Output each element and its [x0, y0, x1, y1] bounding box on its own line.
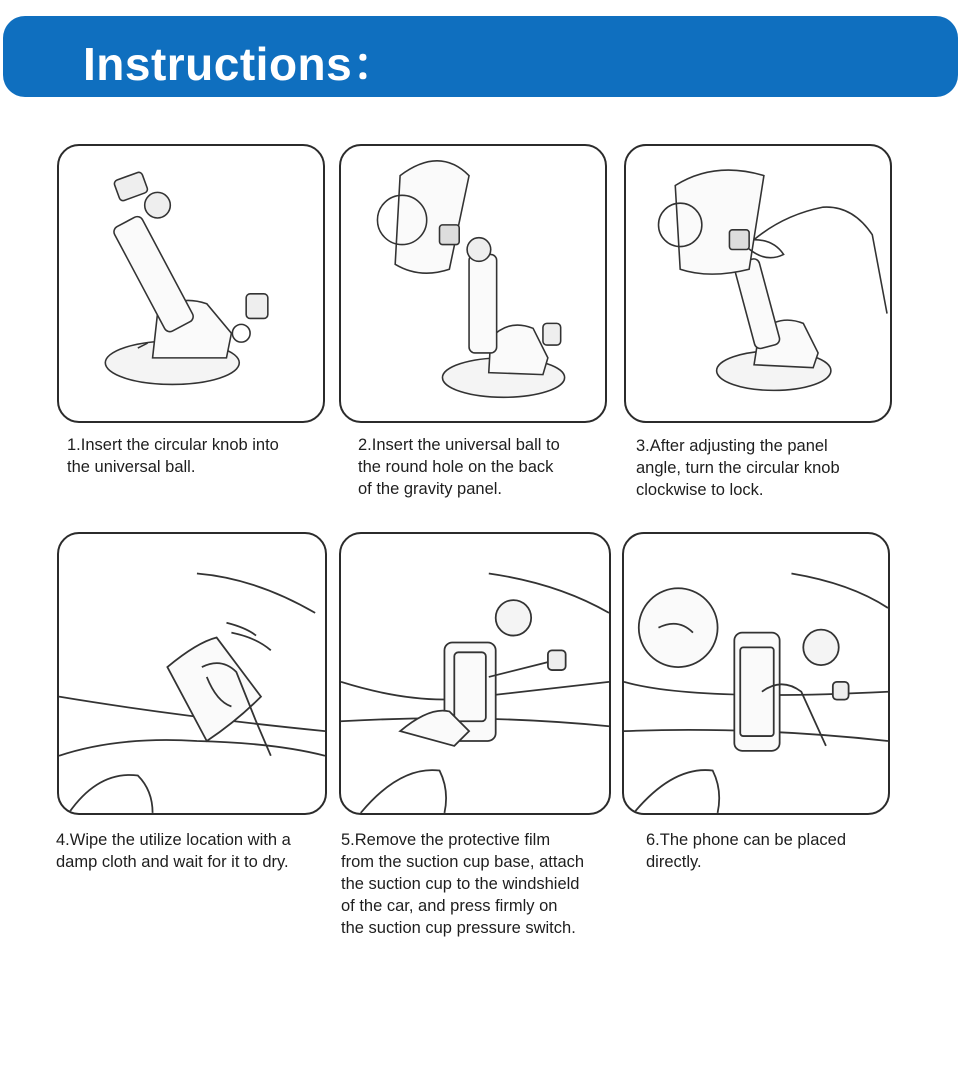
- instructions-header: [3, 16, 958, 97]
- caption-line: of the gravity panel.: [358, 480, 503, 498]
- caption-line: angle, turn the circular knob: [636, 459, 840, 477]
- caption-line: the universal ball.: [67, 458, 196, 476]
- step-4-illustration: [57, 532, 327, 815]
- caption-line: from the suction cup base, attach: [341, 853, 585, 871]
- caption-line: the suction cup to the windshield: [341, 875, 580, 893]
- step-1-caption: [67, 434, 279, 478]
- step-2-illustration: [339, 144, 607, 423]
- step-3-illustration: [624, 144, 892, 423]
- caption-line: 5.Remove the protective film: [341, 831, 551, 849]
- caption-line: 1.Insert the circular knob into: [67, 436, 279, 454]
- caption-line: the round hole on the back: [358, 458, 554, 476]
- page-title: Instructions：: [83, 38, 399, 90]
- step-5-illustration: [339, 532, 611, 815]
- step-6-caption: [646, 829, 846, 873]
- caption-line: 3.After adjusting the panel: [636, 437, 828, 455]
- step-6-illustration: [622, 532, 890, 815]
- step-5-caption: [341, 829, 584, 939]
- caption-line: the suction cup pressure switch.: [341, 919, 576, 937]
- caption-line: 4.Wipe the utilize location with a: [56, 831, 291, 849]
- caption-line: directly.: [646, 853, 702, 871]
- caption-line: damp cloth and wait for it to dry.: [56, 853, 289, 871]
- caption-line: clockwise to lock.: [636, 481, 764, 499]
- step-1-illustration: [57, 144, 325, 423]
- step-2-caption: [358, 434, 560, 500]
- caption-line: of the car, and press firmly on: [341, 897, 558, 915]
- step-3-caption: [636, 435, 840, 501]
- step-4-caption: [56, 829, 291, 873]
- caption-line: 2.Insert the universal ball to: [358, 436, 560, 454]
- caption-line: 6.The phone can be placed: [646, 831, 846, 849]
